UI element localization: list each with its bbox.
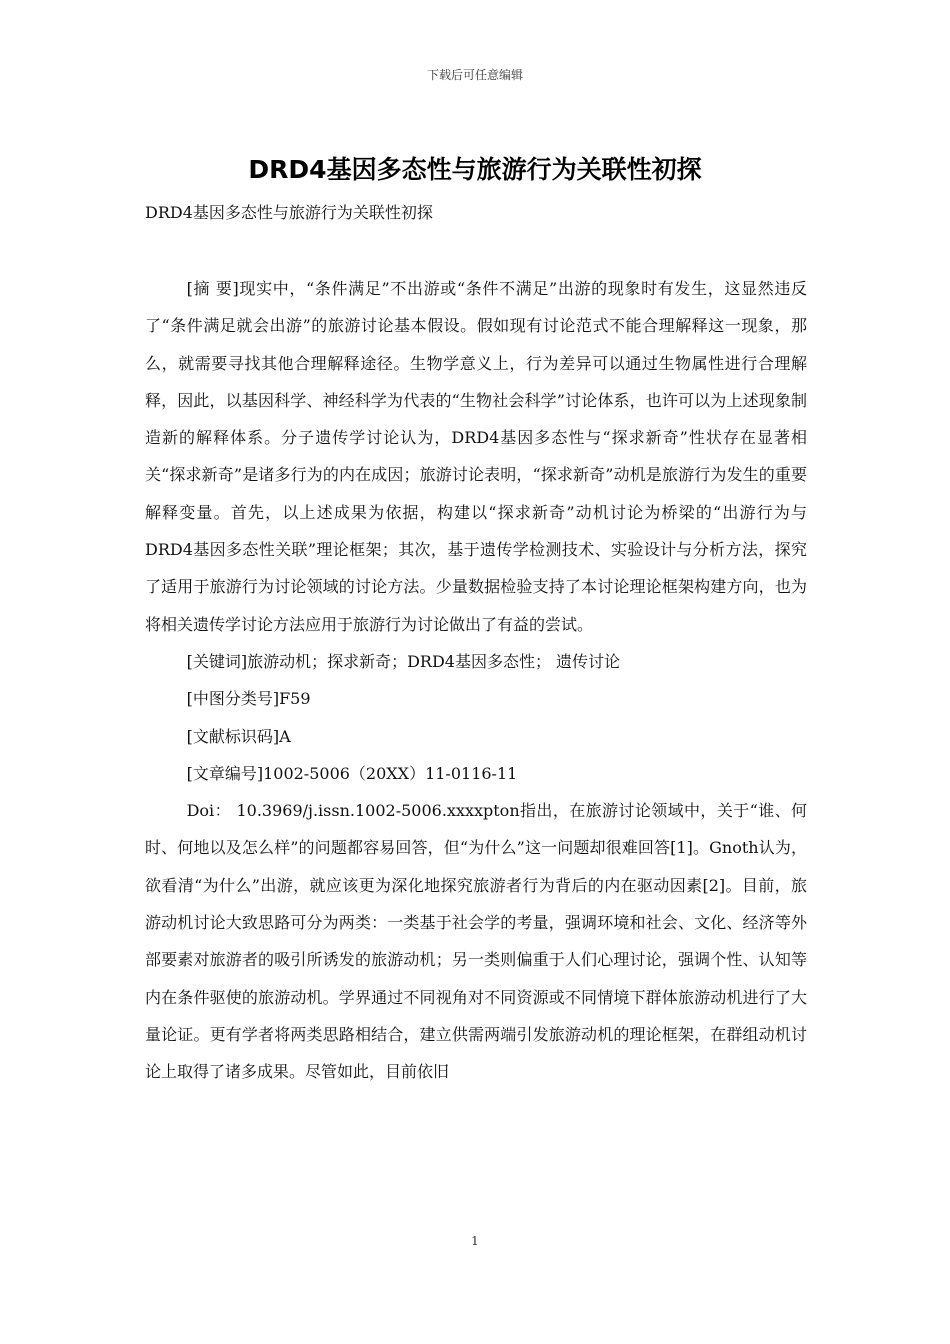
keywords-paragraph: [关键词]旅游动机；探求新奇；DRD4基因多态性； 遗传讨论: [186, 651, 621, 671]
document-subtitle: DRD4基因多态性与旅游行为关联性初探: [145, 203, 433, 222]
doi-intro-paragraph: Doi： 10.3969/j.issn.1002-5006.xxxxpton指出，在旅游讨论领域中，关于“谁、何时、何地以及怎么样”的问题都容易回答，但“为什么”这一问题却很难回答[1]。Gnoth认为，欲看清“为什么”出游，就应该更为深化地探究旅游者行为背后的内在驱动因素[2]。目前，旅游动机讨论大致思路可分为两类：一类基于社会学的考量，强调环境和社会、文化、经济等外部要素对旅游者的吸引所诱发的旅游动机；另一类则偏重于人们心理讨论，强调个性、认知等内在条件驱使的旅游动机。学界通过不同视角对不同资源或不同情境下群体旅游动机进行了大量论证。更有学者将两类思路相结合，建立供需两端引发旅游动机的理论框架，在群组动机讨论上取得了诸多成果。尽管如此，目前依旧: [145, 801, 807, 1082]
abstract-paragraph: [摘 要]现实中，“条件满足”不出游或“条件不满足”出游的现象时有发生，这显然违反了“条件满足就会出游”的旅游讨论基本假设。假如现有讨论范式不能合理解释这一现象，那么，就需要寻找其他合理解释途径。生物学意义上，行为差异可以通过生物属性进行合理解释，因此，以基因科学、神经科学为代表的“生物社会科学”讨论体系，也许可以为上述现象制造新的解释体系。分子遗传学讨论认为，DRD4基因多态性与“探求新奇”性状存在显著相关“探求新奇”是诸多行为的内在成因；旅游讨论表明，“探求新奇”动机是旅游行为发生的重要解释变量。首先，以上述成果为依据，构建以“探求新奇”动机讨论为桥梁的“出游行为与DRD4基因多态性关联”理论框架；其次，基于遗传学检测技术、实验设计与分析方法，探究了适用于旅游行为讨论领域的讨论方法。少量数据检验支持了本讨论理论框架构建方向，也为将相关遗传学讨论方法应用于旅游行为讨论做出了有益的尝试。: [145, 279, 807, 634]
document-title: DRD4基因多态性与旅游行为关联性初探: [248, 155, 702, 184]
document-code-paragraph: [文献标识码]A: [186, 726, 291, 746]
document-body: [145, 270, 807, 1091]
page-number: 1: [471, 1234, 479, 1248]
page-header-note: 下载后可任意编辑: [426, 68, 523, 82]
classification-paragraph: [中图分类号]F59: [186, 689, 311, 709]
article-number-paragraph: [文章编号]1002-5006（20XX）11-0116-11: [186, 763, 518, 783]
